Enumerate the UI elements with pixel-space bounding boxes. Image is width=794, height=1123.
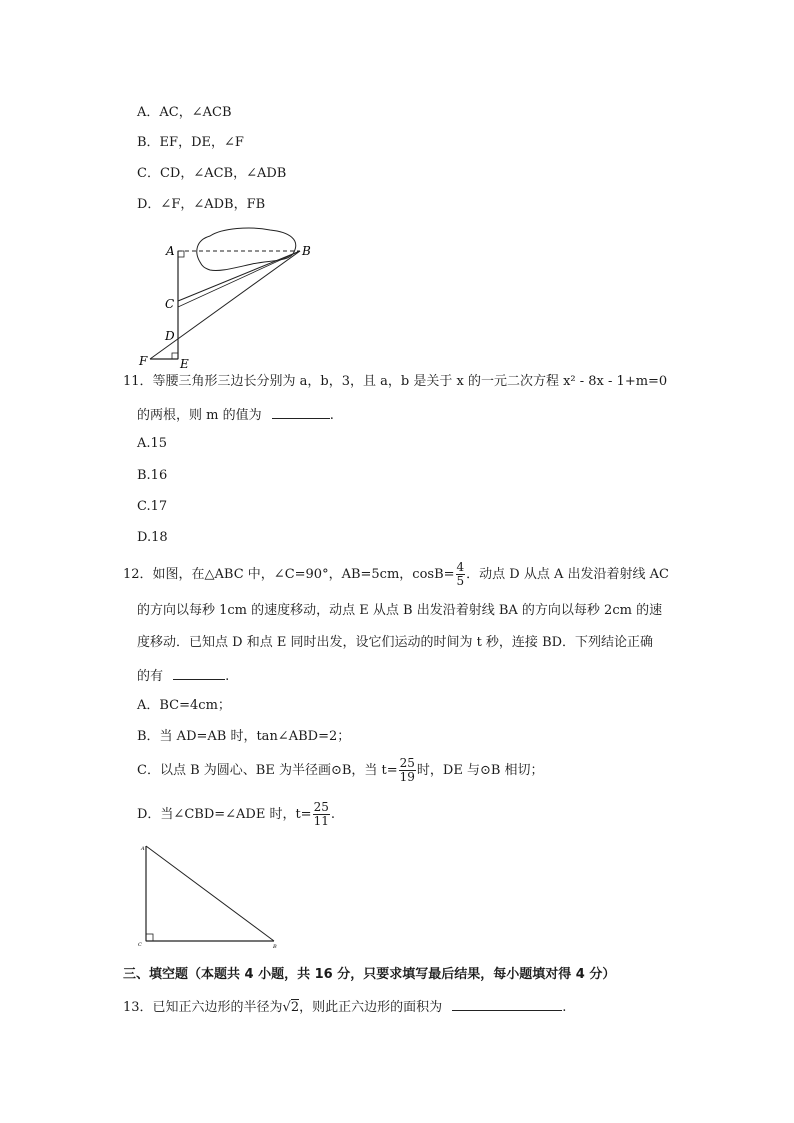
segment-bc2 — [178, 251, 300, 307]
q10-option-c: C．CD，∠ACB，∠ADB — [137, 166, 287, 181]
label-fig2-a: A — [141, 846, 145, 852]
q12-line1 — [123, 560, 669, 590]
segment-ab — [146, 846, 274, 941]
label-a: A — [166, 244, 175, 258]
section-heading: 三、填空题（本题共 4 小题，共 16 分，只要求填写最后结果，每小题填对得 4 分） — [123, 967, 616, 982]
q11-line1: 11．等腰三角形三边长分别为 a，b，3，且 a，b 是关于 x 的一元二次方程 x² - 8x - 1+m=0 — [123, 374, 668, 389]
label-f: F — [139, 354, 148, 368]
q12-line1-post: ．动点 D 从点 A 出发沿着射线 AC — [466, 567, 669, 582]
q13-answer-blank[interactable] — [452, 997, 562, 1011]
label-d: D — [165, 329, 175, 343]
q13-end: . — [562, 1000, 567, 1015]
q12-option-c-num: 25 — [399, 756, 415, 770]
q12-option-d-den: 11 — [313, 814, 329, 828]
right-angle-c — [146, 934, 153, 941]
q12-line4-text: 的有 — [137, 669, 164, 684]
q12-option-d-num: 25 — [313, 800, 329, 814]
label-fig2-c: C — [138, 942, 142, 948]
q12-option-a: A．BC=4cm； — [137, 698, 231, 713]
q11-option-b: B.16 — [137, 468, 168, 483]
q12-line4-end: . — [225, 669, 230, 684]
q12-line2: 的方向以每秒 1cm 的速度移动，动点 E 从点 B 出发沿着射线 BA 的方向以每秒 2cm 的速 — [137, 603, 663, 618]
q11-option-a: A.15 — [137, 436, 168, 451]
q10-option-b: B．EF，DE，∠F — [137, 135, 244, 150]
label-e: E — [180, 357, 189, 370]
q12-option-c-post: 时，DE 与⊙B 相切； — [416, 763, 544, 778]
q12-option-d-pre: D．当∠CBD=∠ADE 时，t= — [137, 807, 312, 822]
label-fig2-b: B — [273, 944, 277, 950]
q12-cos-den: 5 — [456, 574, 465, 588]
q12-option-c-den: 19 — [399, 770, 415, 784]
q11-option-d: D.18 — [137, 530, 168, 545]
right-angle-a — [178, 251, 184, 257]
segment-bc — [178, 251, 300, 301]
q13-line — [123, 997, 566, 1017]
q10-option-d: D．∠F，∠ADB，FB — [137, 197, 266, 212]
q12-option-d — [137, 800, 335, 830]
q11-end: . — [329, 408, 334, 423]
q13-pre: 13．已知正六边形的半径为 — [123, 1000, 283, 1015]
q12-option-c-fraction — [399, 757, 416, 784]
right-angle-e — [172, 353, 178, 359]
q11-answer-blank[interactable] — [272, 405, 330, 419]
q10-option-a: A．AC，∠ACB — [137, 105, 232, 120]
q11-option-c: C.17 — [137, 499, 168, 514]
q12-option-c — [137, 756, 544, 786]
q12-option-d-post: . — [330, 807, 335, 822]
q11-line2-text: 的两根，则 m 的值为 — [137, 408, 262, 423]
label-b: B — [302, 244, 311, 258]
q12-answer-blank[interactable] — [173, 666, 225, 680]
q12-option-b: B．当 AD=AB 时，tan∠ABD=2； — [137, 729, 351, 744]
q12-option-c-pre: C．以点 B 为圆心、BE 为半径画⊙B，当 t= — [137, 763, 398, 778]
q12-cos-num: 4 — [456, 560, 465, 574]
label-c: C — [165, 297, 175, 311]
q11-line2 — [137, 405, 334, 425]
q12-cos-fraction — [456, 561, 466, 588]
q12-line1-pre: 12．如图，在△ABC 中，∠C=90°，AB=5cm，cosB= — [123, 567, 455, 582]
q10-figure — [130, 222, 320, 370]
q12-line3: 度移动．已知点 D 和点 E 同时出发，设它们运动的时间为 t 秒，连接 BD．下列结论正确 — [137, 635, 654, 650]
q12-option-d-fraction — [313, 801, 330, 828]
q13-radicand: 2 — [290, 1000, 300, 1015]
q12-figure — [136, 842, 286, 950]
sqrt-icon: √ — [282, 1000, 291, 1015]
q13-post: ，则此正六边形的面积为 — [299, 1000, 443, 1015]
q12-line4 — [137, 666, 229, 686]
